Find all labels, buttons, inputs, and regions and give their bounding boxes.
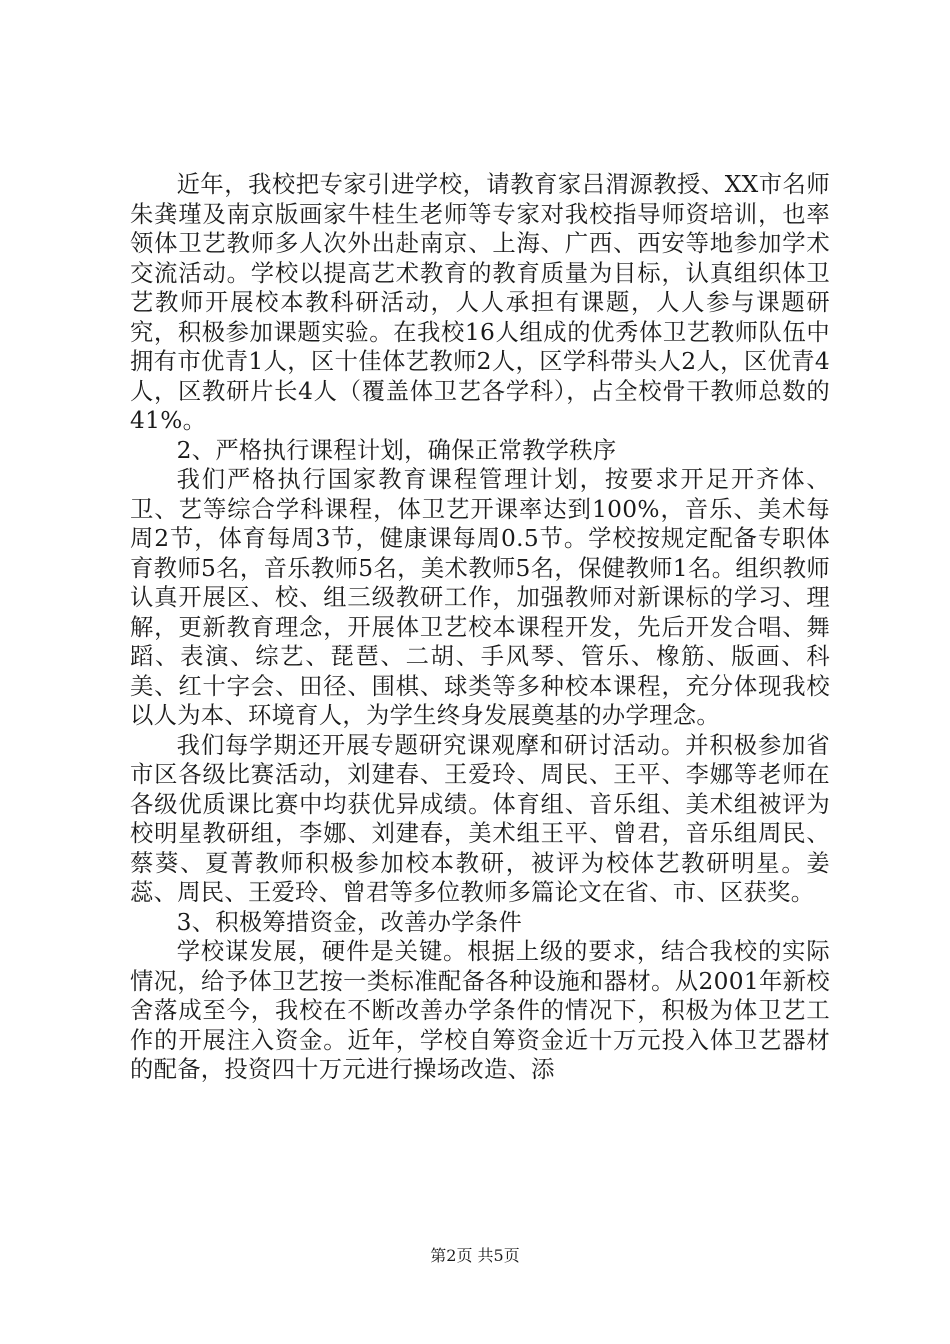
page-footer: 第2页 共5页 bbox=[430, 1246, 520, 1265]
section-heading-3: 3、积极筹措资金，改善办学条件 bbox=[176, 908, 523, 936]
section-heading-2: 2、严格执行课程计划，确保正常教学秩序 bbox=[176, 436, 617, 464]
paragraph-research: 我们每学期还开展专题研究课观摩和研讨活动。并积极参加省市区各级比赛活动，刘建春、王爱玲、周民、王平、李娜等老师在各级优质课比赛中均获优异成绩。体育组、音乐组、美术组被评为校明星教研组，李娜、刘建春，美术组王平、曾君，音乐组周民、蔡葵、夏菁教师积极参加校本教研，被评为校体艺教研明星。姜蕊、周民、王爱玲、曾君等多位教师多篇论文在省、市、区获奖。 bbox=[130, 731, 830, 906]
body-text bbox=[130, 170, 830, 1085]
paragraph-funding: 学校谋发展，硬件是关键。根据上级的要求，结合我校的实际情况，给予体卫艺按一类标准配备各种设施和器材。从2001年新校舍落成至今，我校在不断改善办学条件的情况下，积极为体卫艺工作的开展注入资金。近年，学校自筹资金近十万元投入体卫艺器材的配备，投资四十万元进行操场改造、添 bbox=[130, 938, 830, 1083]
paragraph-intro: 近年，我校把专家引进学校，请教育家吕渭源教授、XX市名师朱龚瑾及南京版画家牛桂生老师等专家对我校指导师资培训，也率领体卫艺教师多人次外出赴南京、上海、广西、西安等地参加学术交流活动。学校以提高艺术教育的教育质量为目标，认真组织体卫艺教师开展校本教科研活动，人人承担有课题，人人参与课题研究，积极参加课题实验。在我校16人组成的优秀体卫艺教师队伍中拥有市优青1人，区十佳体艺教师2人，区学科带头人2人，区优青4人，区教研片长4人（覆盖体卫艺各学科），占全校骨干教师总数的41%。 bbox=[130, 171, 830, 434]
paragraph-curriculum: 我们严格执行国家教育课程管理计划，按要求开足开齐体、卫、艺等综合学科课程，体卫艺开课率达到100%，音乐、美术每周2节，体育每周3节，健康课每周0.5节。学校按规定配备专职体育教师5名，音乐教师5名，美术教师5名，保健教师1名。组织教师认真开展区、校、组三级教研工作，加强教师对新课标的学习、理解，更新教育理念，开展体卫艺校本课程开发，先后开发合唱、舞蹈、表演、综艺、琵琶、二胡、手风琴、管乐、橡筋、版画、科美、红十字会、田径、围棋、球类等多种校本课程，充分体现我校以人为本、环境育人，为学生终身发展奠基的办学理念。 bbox=[130, 466, 830, 729]
